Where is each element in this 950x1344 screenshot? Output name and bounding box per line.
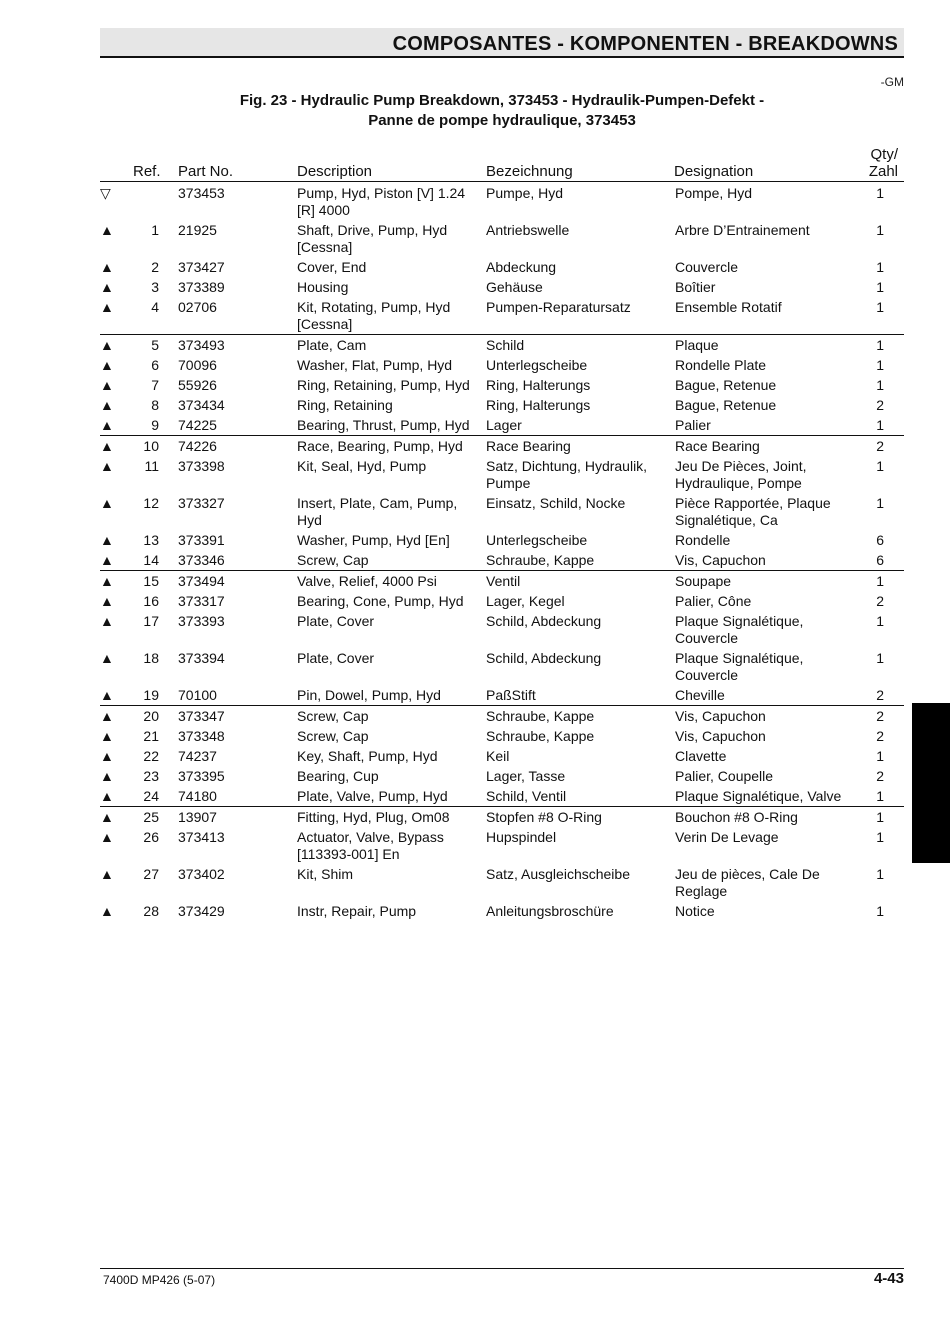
qty-cell: 2 [876, 593, 884, 609]
section-tab [912, 703, 950, 863]
col-qty-line-1: Qty/ [870, 146, 898, 163]
bezeichnung-cell: Schraube, Kappe [486, 706, 675, 727]
col-qty-header [869, 146, 898, 180]
ref-cell: 8 [151, 397, 159, 413]
table-row [100, 726, 904, 746]
row-marker-icon: ▲ [100, 532, 114, 548]
description-cell: Ring, Retaining, Pump, Hyd [297, 377, 470, 393]
part-number-cell: 02706 [178, 299, 217, 315]
description-cell: Bearing, Cone, Pump, Hyd [297, 593, 464, 609]
description-cell: Housing [297, 279, 349, 295]
part-number-cell: 74237 [178, 748, 217, 764]
designation-cell: Cheville [675, 687, 725, 703]
row-marker-icon: ▲ [100, 458, 114, 474]
ref-cell: 25 [122, 807, 159, 828]
bezeichnung-cell: Ventil [486, 571, 675, 592]
description-cell: Key, Shaft, Pump, Hyd [297, 748, 438, 764]
footer-doc-id: 7400D MP426 (5-07) [103, 1273, 216, 1287]
qty-cell: 1 [876, 417, 884, 433]
ref-cell: 22 [143, 748, 159, 764]
bezeichnung-cell: Gehäuse [486, 279, 543, 295]
row-marker-icon: ▲ [100, 397, 114, 413]
description-cell: Insert, Plate, Cam, Pump, Hyd [297, 495, 458, 528]
row-marker-icon: ▲ [100, 728, 114, 744]
description-cell: Shaft, Drive, Pump, Hyd [Cessna] [297, 222, 448, 255]
designation-cell: Soupape [675, 571, 855, 592]
part-number-cell: 373394 [178, 650, 225, 666]
table-row [100, 183, 904, 220]
table-row [100, 746, 904, 766]
ref-cell: 3 [151, 279, 159, 295]
designation-cell: Plaque Signalétique, Valve [675, 788, 842, 804]
bezeichnung-cell: PaßStift [486, 687, 536, 703]
table-row [100, 766, 904, 786]
qty-cell: 1 [876, 829, 884, 845]
row-marker-icon: ▲ [100, 706, 122, 727]
bezeichnung-cell: Abdeckung [486, 259, 557, 275]
part-number-cell: 373317 [178, 593, 225, 609]
part-number-cell: 74225 [178, 417, 217, 433]
bezeichnung-cell: Lager [486, 417, 522, 433]
designation-cell: Pompe, Hyd [675, 185, 753, 201]
footer-rule [100, 1268, 904, 1269]
qty-cell: 1 [876, 748, 884, 764]
part-number-cell: 373402 [178, 866, 225, 882]
description-cell: Kit, Rotating, Pump, Hyd [Cessna] [297, 299, 451, 332]
designation-cell: Clavette [675, 748, 727, 764]
qty-cell: 1 [876, 185, 884, 201]
col-part-header: Part No. [178, 163, 234, 180]
row-marker-icon: ▲ [100, 807, 122, 828]
designation-cell: Notice [675, 903, 715, 919]
col-ref-header: Ref. [133, 163, 161, 180]
qty-cell: 1 [855, 807, 904, 828]
qty-cell: 2 [855, 436, 904, 457]
designation-cell: Vis, Capuchon [675, 728, 766, 744]
table-header [100, 146, 904, 182]
table-row [100, 220, 904, 257]
description-cell: Ring, Retaining [297, 397, 393, 413]
qty-cell: 1 [876, 458, 884, 474]
row-marker-icon: ▲ [100, 279, 114, 295]
row-marker-icon: ▲ [100, 417, 114, 433]
part-number-cell: 373348 [178, 728, 225, 744]
qty-cell: 1 [876, 357, 884, 373]
bezeichnung-cell: Schild, Abdeckung [486, 650, 602, 666]
ref-cell: 19 [143, 687, 159, 703]
bezeichnung-cell: Schraube, Kappe [486, 552, 595, 568]
part-number-cell: 13907 [159, 807, 297, 828]
designation-cell: Bague, Retenue [675, 397, 777, 413]
table-row [100, 335, 904, 356]
designation-cell: Bouchon #8 O-Ring [675, 807, 855, 828]
row-marker-icon: ▲ [100, 593, 114, 609]
ref-cell: 4 [151, 299, 159, 315]
table-row [100, 571, 904, 592]
ref-cell: 11 [144, 458, 159, 474]
table-row [100, 493, 904, 530]
designation-cell: Couvercle [675, 259, 739, 275]
designation-cell: Vis, Capuchon [675, 552, 766, 568]
table-row [100, 456, 904, 493]
figure-title [100, 91, 904, 131]
row-marker-icon: ▲ [100, 650, 114, 666]
designation-cell: Jeu de pièces, Cale De Reglage [675, 866, 820, 899]
table-row [100, 375, 904, 395]
part-number-cell: 373389 [178, 279, 225, 295]
description-cell: Bearing, Cup [297, 768, 379, 784]
part-number-cell: 74180 [178, 788, 217, 804]
part-number-cell: 373391 [178, 532, 225, 548]
row-marker-icon: ▽ [100, 185, 111, 201]
description-cell: Plate, Cover [297, 650, 375, 666]
qty-cell: 6 [876, 552, 884, 568]
designation-cell: Plaque [675, 335, 855, 356]
header-band [100, 28, 904, 58]
bezeichnung-cell: Ring, Halterungs [486, 397, 591, 413]
row-marker-icon: ▲ [100, 571, 122, 592]
part-number-cell: 21925 [178, 222, 217, 238]
bezeichnung-cell: Schild, Abdeckung [486, 613, 602, 629]
table-row [100, 530, 904, 550]
table-row [100, 827, 904, 864]
description-cell: Washer, Flat, Pump, Hyd [297, 357, 453, 373]
table-row [100, 550, 904, 571]
table-row [100, 591, 904, 611]
qty-cell: 1 [876, 377, 884, 393]
description-cell: Fitting, Hyd, Plug, Om08 [297, 807, 486, 828]
ref-cell: 28 [143, 903, 159, 919]
col-description-header: Description [297, 163, 373, 180]
part-number-cell: 373434 [178, 397, 225, 413]
col-qty-line-2: Zahl [868, 163, 898, 180]
ref-cell: 17 [143, 613, 159, 629]
designation-cell: Rondelle [675, 532, 731, 548]
designation-cell: Vis, Capuchon [675, 706, 855, 727]
bezeichnung-cell: Schild [486, 335, 675, 356]
designation-cell: Jeu De Pièces, Joint, Hydraulique, Pompe [675, 458, 807, 491]
description-cell: Plate, Cam [297, 335, 486, 356]
figure-title-line-2: Panne de pompe hydraulique, 373453 [368, 112, 636, 129]
part-number-cell: 373413 [178, 829, 225, 845]
ref-cell: 6 [151, 357, 159, 373]
designation-cell: Arbre D’Entrainement [675, 222, 810, 238]
table-row [100, 436, 904, 457]
part-number-cell: 373429 [178, 903, 225, 919]
ref-cell: 7 [151, 377, 159, 393]
table-row [100, 706, 904, 727]
description-cell: Washer, Pump, Hyd [En] [297, 532, 450, 548]
part-number-cell: 373327 [178, 495, 225, 511]
qty-cell: 2 [876, 768, 884, 784]
qty-cell: 1 [855, 571, 904, 592]
row-marker-icon: ▲ [100, 222, 114, 238]
designation-cell: Rondelle Plate [675, 357, 767, 373]
row-marker-icon: ▲ [100, 436, 122, 457]
bezeichnung-cell: Satz, Dichtung, Hydraulik, Pumpe [486, 458, 648, 491]
row-marker-icon: ▲ [100, 259, 114, 275]
row-marker-icon: ▲ [100, 335, 122, 356]
ref-cell: 26 [143, 829, 159, 845]
ref-cell: 18 [143, 650, 159, 666]
qty-cell: 1 [876, 279, 884, 295]
ref-cell: 27 [143, 866, 159, 882]
qty-cell: 2 [876, 687, 884, 703]
ref-cell [122, 183, 159, 220]
row-marker-icon: ▲ [100, 866, 114, 882]
part-number-cell: 373427 [178, 259, 225, 275]
ref-cell: 10 [122, 436, 159, 457]
part-number-cell: 373493 [159, 335, 297, 356]
qty-cell: 1 [876, 259, 884, 275]
designation-cell: Palier [675, 417, 711, 433]
description-cell: Cover, End [297, 259, 367, 275]
qty-cell: 6 [876, 532, 884, 548]
description-cell: Bearing, Thrust, Pump, Hyd [297, 417, 470, 433]
bezeichnung-cell: Pumpe, Hyd [486, 185, 564, 201]
parts-table [100, 183, 904, 921]
row-marker-icon: ▲ [100, 552, 114, 568]
col-designation-header: Designation [674, 163, 754, 180]
bezeichnung-cell: Einsatz, Schild, Nocke [486, 495, 626, 511]
description-cell: Kit, Shim [297, 866, 354, 882]
part-number-cell: 373494 [159, 571, 297, 592]
designation-cell: Boîtier [675, 279, 716, 295]
part-number-cell: 373346 [178, 552, 225, 568]
ref-cell: 1 [151, 222, 159, 238]
description-cell: Screw, Cap [297, 728, 369, 744]
description-cell: Plate, Cover [297, 613, 375, 629]
ref-cell: 5 [122, 335, 159, 356]
designation-cell: Ensemble Rotatif [675, 299, 782, 315]
ref-cell: 2 [151, 259, 159, 275]
ref-cell: 24 [143, 788, 159, 804]
row-marker-icon: ▲ [100, 495, 114, 511]
bezeichnung-cell: Unterlegscheibe [486, 532, 588, 548]
table-row [100, 786, 904, 807]
parts-table-body [100, 183, 904, 921]
description-cell: Screw, Cap [297, 552, 369, 568]
qty-cell: 2 [876, 728, 884, 744]
bezeichnung-cell: Hupspindel [486, 829, 557, 845]
description-cell: Actuator, Valve, Bypass [113393-001] En [297, 829, 444, 862]
ref-cell: 12 [143, 495, 159, 511]
designation-cell: Pièce Rapportée, Plaque Signalétique, Ca [675, 495, 831, 528]
bezeichnung-cell: Schild, Ventil [486, 788, 567, 804]
bezeichnung-cell: Keil [486, 748, 510, 764]
ref-cell: 13 [143, 532, 159, 548]
page-number: 4-43 [873, 1270, 904, 1287]
part-number-cell: 373395 [178, 768, 225, 784]
bezeichnung-cell: Anleitungsbroschüre [486, 903, 614, 919]
qty-cell: 2 [855, 706, 904, 727]
qty-cell: 2 [876, 397, 884, 413]
row-marker-icon: ▲ [100, 299, 114, 315]
row-marker-icon: ▲ [100, 687, 114, 703]
description-cell: Screw, Cap [297, 706, 486, 727]
bezeichnung-cell: Antriebswelle [486, 222, 570, 238]
table-row [100, 395, 904, 415]
description-cell: Pump, Hyd, Piston [V] 1.24 [R] 4000 [297, 185, 466, 218]
part-number-cell: 55926 [178, 377, 217, 393]
ref-cell: 14 [143, 552, 159, 568]
bezeichnung-cell: Race Bearing [486, 436, 675, 457]
row-marker-icon: ▲ [100, 903, 114, 919]
part-number-cell: 74226 [159, 436, 297, 457]
designation-cell: Palier, Coupelle [675, 768, 774, 784]
qty-cell: 1 [876, 866, 884, 882]
figure-title-line-1: Fig. 23 - Hydraulic Pump Breakdown, 373453 - Hydraulik-Pumpen-Defekt - [239, 92, 765, 109]
table-row [100, 901, 904, 921]
bezeichnung-cell: Lager, Tasse [486, 768, 566, 784]
model-suffix: -GM [880, 75, 904, 89]
qty-cell: 1 [876, 222, 884, 238]
table-row [100, 611, 904, 648]
ref-cell: 23 [143, 768, 159, 784]
description-cell: Plate, Valve, Pump, Hyd [297, 788, 448, 804]
bezeichnung-cell: Pumpen-Reparatursatz [486, 299, 631, 315]
ref-cell: 21 [143, 728, 159, 744]
part-number-cell: 70100 [178, 687, 217, 703]
bezeichnung-cell: Stopfen #8 O-Ring [486, 807, 675, 828]
designation-cell: Race Bearing [675, 436, 855, 457]
table-row [100, 297, 904, 335]
table-row [100, 257, 904, 277]
part-number-cell: 373398 [178, 458, 225, 474]
qty-cell: 1 [876, 495, 884, 511]
qty-cell: 1 [876, 788, 884, 804]
col-bezeichnung-header: Bezeichnung [486, 163, 573, 180]
row-marker-icon: ▲ [100, 829, 114, 845]
page-header-title: COMPOSANTES - KOMPONENTEN - BREAKDOWNS [392, 33, 898, 55]
designation-cell: Verin De Levage [675, 829, 779, 845]
part-number-cell: 373393 [178, 613, 225, 629]
table-row [100, 355, 904, 375]
ref-cell: 15 [122, 571, 159, 592]
qty-cell: 1 [876, 299, 884, 315]
row-marker-icon: ▲ [100, 377, 114, 393]
qty-cell: 1 [876, 613, 884, 629]
row-marker-icon: ▲ [100, 748, 114, 764]
row-marker-icon: ▲ [100, 357, 114, 373]
table-row [100, 807, 904, 828]
ref-cell: 9 [151, 417, 159, 433]
qty-cell: 1 [876, 650, 884, 666]
designation-cell: Plaque Signalétique, Couvercle [675, 650, 804, 683]
part-number-cell: 373453 [178, 185, 225, 201]
table-row [100, 277, 904, 297]
table-row [100, 685, 904, 706]
qty-cell: 1 [876, 903, 884, 919]
designation-cell: Plaque Signalétique, Couvercle [675, 613, 804, 646]
part-number-cell: 70096 [178, 357, 217, 373]
row-marker-icon: ▲ [100, 768, 114, 784]
qty-cell: 1 [855, 335, 904, 356]
description-cell: Pin, Dowel, Pump, Hyd [297, 687, 441, 703]
bezeichnung-cell: Schraube, Kappe [486, 728, 595, 744]
bezeichnung-cell: Ring, Halterungs [486, 377, 591, 393]
bezeichnung-cell: Lager, Kegel [486, 593, 565, 609]
bezeichnung-cell: Satz, Ausgleichscheibe [486, 866, 630, 882]
bezeichnung-cell: Unterlegscheibe [486, 357, 588, 373]
designation-cell: Bague, Retenue [675, 377, 777, 393]
description-cell: Kit, Seal, Hyd, Pump [297, 458, 427, 474]
part-number-cell: 373347 [159, 706, 297, 727]
description-cell: Race, Bearing, Pump, Hyd [297, 436, 486, 457]
row-marker-icon: ▲ [100, 613, 114, 629]
table-row [100, 648, 904, 685]
description-cell: Valve, Relief, 4000 Psi [297, 571, 486, 592]
ref-cell: 20 [122, 706, 159, 727]
designation-cell: Palier, Cône [675, 593, 752, 609]
table-row [100, 415, 904, 436]
description-cell: Instr, Repair, Pump [297, 903, 417, 919]
ref-cell: 16 [143, 593, 159, 609]
table-row [100, 864, 904, 901]
row-marker-icon: ▲ [100, 788, 114, 804]
